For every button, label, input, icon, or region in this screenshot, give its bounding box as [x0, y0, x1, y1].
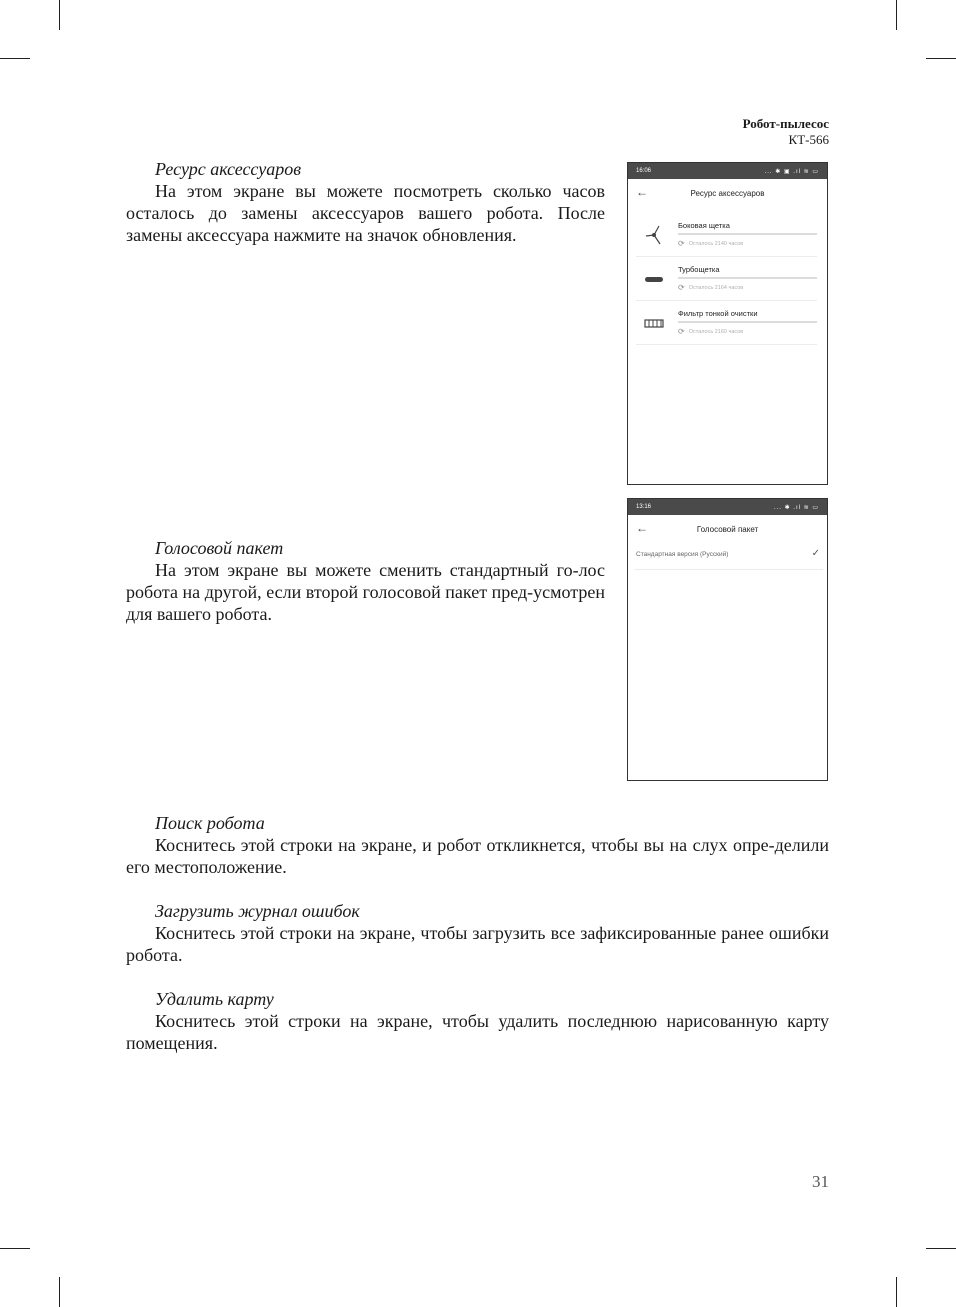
accessory-row-filter[interactable] — [636, 301, 817, 345]
accessory-name: Боковая щетка — [678, 221, 730, 230]
accessory-row-side-brush[interactable] — [636, 213, 817, 257]
running-header-title: Робот-пылесос — [742, 116, 829, 131]
section-title-voice: Голосовой пакет — [155, 538, 284, 558]
status-icons: ... ✱ .ıl ≋ ▭ — [773, 504, 819, 511]
accessory-row-turbo-brush[interactable] — [636, 257, 817, 301]
voice-option-label: Стандартная версия (Русский) — [636, 551, 729, 558]
voice-option-row[interactable] — [634, 543, 823, 570]
remaining-text: Осталось 2160 часов — [688, 328, 744, 335]
section-title-error-log: Загрузить журнал ошибок — [155, 901, 360, 921]
section-body-accessories: На этом экране вы можете посмотреть сколько часов осталось до замены аксессуаров вашего робота. После замены аксессуара нажмите на значок обновления. — [126, 181, 605, 245]
app-bar — [628, 515, 827, 543]
status-bar — [628, 163, 827, 179]
app-bar — [628, 179, 827, 207]
accessories-screenshot — [627, 162, 828, 485]
refresh-icon[interactable]: ⟳ — [678, 283, 685, 292]
section-body-delete-map: Коснитесь этой строки на экране, чтобы удалить последнюю нарисованную карту помещения. — [126, 1011, 829, 1053]
status-time: 13:16 — [636, 504, 652, 510]
remaining-hours — [678, 327, 743, 336]
resource-bar — [678, 321, 817, 323]
turbo-brush-icon — [642, 267, 666, 291]
status-bar — [628, 499, 827, 515]
section-title-delete-map: Удалить карту — [155, 989, 274, 1009]
crop-mark — [926, 1248, 956, 1249]
remaining-text: Осталось 2164 часов — [688, 284, 744, 291]
crop-mark — [926, 58, 956, 59]
section-title-find-robot: Поиск робота — [155, 813, 265, 833]
side-brush-icon — [642, 223, 666, 247]
section-body-find-robot: Коснитесь этой строки на экране, и робот откликнется, чтобы вы на слух опре-делили его местоположение. — [126, 835, 829, 877]
accessory-name: Фильтр тонкой очистки — [678, 309, 758, 318]
running-header-model: КТ-566 — [788, 132, 829, 147]
check-icon: ✓ — [811, 548, 820, 559]
refresh-icon[interactable]: ⟳ — [678, 239, 685, 248]
status-time: 16:06 — [636, 168, 652, 174]
remaining-hours — [678, 239, 743, 248]
page-number: 31 — [812, 1172, 829, 1191]
crop-mark — [59, 0, 60, 30]
refresh-icon[interactable]: ⟳ — [678, 327, 685, 336]
status-icons: ... ✱ ▣ .ıl ≋ ▭ — [764, 168, 819, 175]
crop-mark — [59, 1277, 60, 1307]
filter-icon — [642, 311, 666, 335]
accessory-name: Турбощетка — [678, 265, 720, 274]
crop-mark — [896, 0, 897, 30]
screen-title: Голосовой пакет — [696, 524, 759, 534]
back-arrow-icon[interactable]: ← — [636, 185, 648, 199]
resource-bar — [678, 277, 817, 279]
voice-pack-screenshot — [627, 498, 828, 781]
screen-title: Ресурс аксессуаров — [690, 188, 765, 198]
section-title-accessories: Ресурс аксессуаров — [155, 159, 302, 179]
crop-mark — [896, 1277, 897, 1307]
resource-bar — [678, 233, 817, 235]
remaining-text: Осталось 2140 часов — [688, 240, 744, 247]
crop-mark — [0, 1248, 30, 1249]
remaining-hours — [678, 283, 743, 292]
section-body-voice: На этом экране вы можете сменить стандартный го-лос робота на другой, если второй голосовой пакет пред-усмотрен для вашего робота. — [126, 560, 605, 624]
back-arrow-icon[interactable]: ← — [636, 521, 648, 535]
crop-mark — [0, 58, 30, 59]
section-body-error-log: Коснитесь этой строки на экране, чтобы загрузить все зафиксированные ранее ошибки робота. — [126, 923, 829, 965]
